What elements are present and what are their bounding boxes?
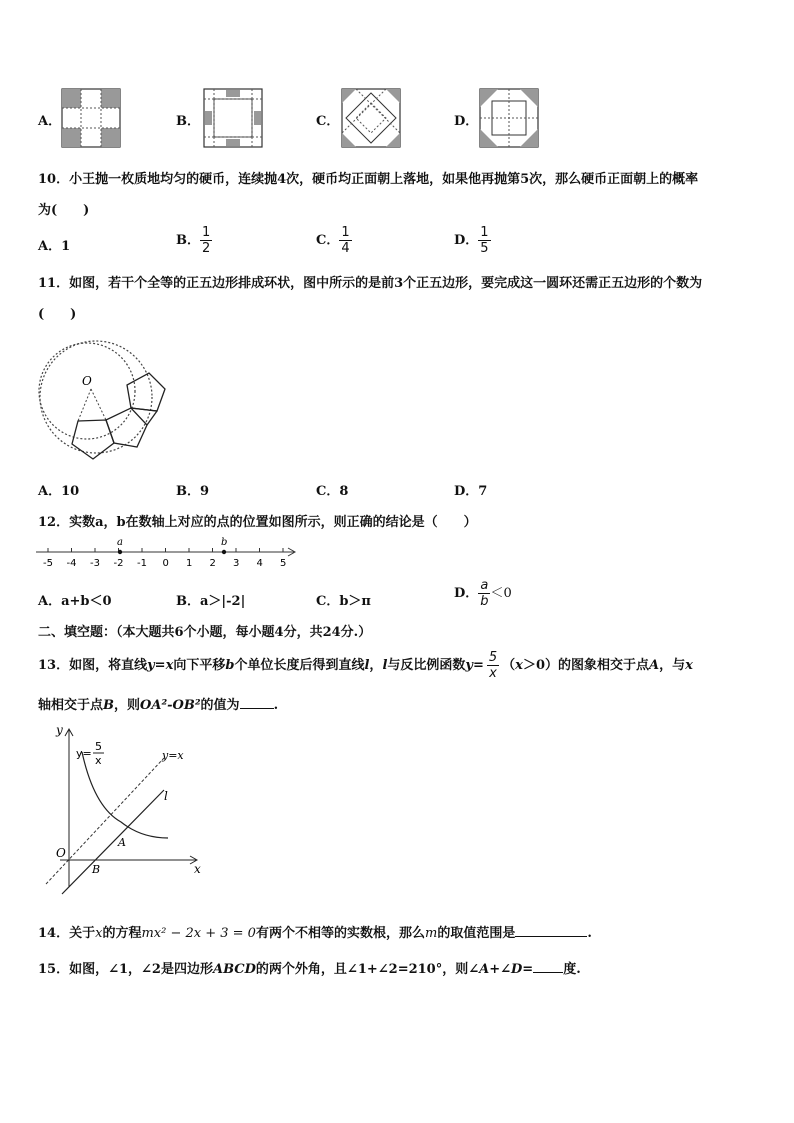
q15-text-segment: 度. [563,962,581,977]
q14-answer-blank[interactable] [515,936,587,937]
q10-option-c-fraction [339,225,351,256]
q13-curve-label-y: y= [76,747,92,760]
q13-x-axis-label: x [194,862,201,876]
q11-option-b: B．9 [176,484,210,499]
q14-text-segment: 有两个不相等的实数根，那么 [255,926,425,941]
q14-text-segment: 的方程 [102,926,142,941]
q12-number: 12． [38,515,70,530]
fraction-denominator: 5 [480,241,489,256]
q12-label-a: a [117,537,123,548]
q13-text-segment: x [515,658,523,673]
q14-text-segment: . [587,926,592,941]
fraction-denominator: 2 [202,241,211,256]
q13-text-segment: = [154,658,166,673]
q13-text-segment: 与反比例函数 [387,658,466,673]
q12-option-a: A．a+b＜0 [38,594,112,609]
q12-option-d-fraction [478,578,490,609]
q10-option-b-fraction [200,225,212,256]
q13-text-line2 [38,694,278,713]
q11-center-label-o: O [82,374,92,388]
fraction-numerator: 5 [488,650,498,665]
q12-tick-label: 5 [280,558,287,569]
fraction-numerator: 1 [341,225,350,240]
q12-point-b [222,550,226,554]
q12-tick-label: 3 [233,558,240,569]
q11-option-a: A．10 [38,484,80,499]
q15-answer-blank[interactable] [533,972,563,973]
q13-text-segment: ，与 [659,658,686,673]
q15-text-segment: +∠ [489,962,512,977]
q14-text-segment: 关于 [69,926,96,941]
q12-option-c: C．b＞π [316,594,371,609]
q13-curve-label-num: 5 [95,740,102,753]
q12-stem: 实数a，b在数轴上对应的点的位置如图所示，则正确的结论是（ ） [69,515,477,530]
q13-text-segment: A [648,658,660,673]
q13-line-l [62,790,164,894]
q13-answer-blank[interactable] [240,708,274,709]
q11-text-line2: ( ) [38,307,77,322]
q13-line-y-equals-x [46,758,164,884]
q9-figure-d [480,89,538,147]
q10-option-c-label: C． [316,233,340,248]
q13-text-segment: l [364,658,370,673]
q9-figure-c [342,89,400,147]
q9-option-d-label: D． [454,114,479,129]
q12-option-d-label: D． [454,586,479,601]
q13-text-segment: OA²-OB² [140,698,201,713]
q15-text-segment: 的两个外角，且∠1+∠2=210°，则∠ [255,962,480,977]
q11-pentagon-3 [127,373,165,411]
q13-text-segment: y [465,658,473,673]
q15-text-segment: 如图，∠1，∠2是四边形 [69,962,213,977]
q12-label-b: b [221,537,228,548]
q11-text-line1 [38,272,768,291]
q13-fraction [487,650,499,681]
q10-option-d-label: D． [454,233,479,248]
q10-option-a: A．1 [38,239,71,254]
q12-tick-label: -2 [113,558,124,569]
q11-dotted-circle [39,343,135,439]
fraction-denominator: b [480,594,489,609]
q15-text [38,958,581,977]
q10-text-line2: 为( ) [38,203,90,218]
q12-option-d-tail: ＜0 [490,586,512,601]
q15-text-segment: = [522,962,534,977]
q13-text-segment: . [273,698,279,713]
q14-text-segment: x [95,926,103,941]
q11-number: 11． [38,276,70,291]
q9-option-a-label: A． [38,114,62,129]
fraction-numerator: 1 [480,225,489,240]
q11-option-d: D．7 [454,484,488,499]
q11-option-c: C．8 [316,484,349,499]
q13-point-b-label: B [92,863,101,876]
q12-number-line [36,536,300,570]
q13-text-line1 [38,650,768,681]
q9-option-c-label: C． [316,114,340,129]
q10-number: 10． [38,172,70,187]
q13-text-segment: B [103,698,115,713]
q12-tick-label: 2 [209,558,216,569]
q10-text-line1 [38,168,768,187]
q11-pentagon-2 [106,408,147,447]
q13-text-segment: l [382,658,388,673]
q10-option-b-label: B． [176,233,200,248]
q15-text-segment: A [479,962,490,977]
q14-number: 14． [38,926,70,941]
q13-text-segment: 如图，将直线 [69,658,148,673]
q14-text-segment: m [424,926,438,941]
q12-tick-label: 1 [186,558,193,569]
q13-line-y-equals-x-label: y=x [162,749,184,762]
q9-figure-a [62,89,120,147]
q13-text-segment: 轴相交于点 [38,698,104,713]
q12-tick-label: -5 [43,558,53,569]
q9-option-b-label: B． [176,114,200,129]
q15-number: 15． [38,962,70,977]
q12-tick-label: -3 [90,558,100,569]
q13-text-segment: ＞0）的图象相交于点 [522,658,649,673]
q13-text-segment: = [472,658,484,673]
q13-text-segment: ， [369,658,383,673]
q12-option-d [454,578,512,609]
q11-pentagon-ring-figure [35,333,175,463]
q12-point-a [118,550,122,554]
q14-equation: mx² − 2x + 3 = 0 [141,926,256,941]
q13-text-segment: 的值为 [200,698,240,713]
q13-text-segment: x [685,658,693,673]
section-2-title: 二、填空题：（本大题共6个小题，每小题4分，共24分.） [38,625,372,640]
q13-text-segment: ，则 [114,698,141,713]
q13-y-axis-label: y [56,723,63,737]
q9-figure-b [204,89,262,147]
q15-text-segment: D [511,962,523,977]
q12-tick-label: -4 [66,558,77,569]
q15-text-segment: ABCD [212,962,256,977]
q13-graph [36,722,216,892]
q13-point-a-label: A [118,836,126,849]
q12-option-b: B．a＞|-2| [176,594,246,609]
q10-option-d [454,225,491,256]
q12-tick-label: -1 [137,558,147,569]
q10-option-b [176,225,212,256]
q12-tick-label: 0 [162,558,169,569]
fraction-numerator: 1 [202,225,211,240]
q13-text-segment: y [147,658,155,673]
q13-text-segment: x [165,658,174,673]
fraction-denominator: x [489,666,497,681]
q14-text-segment: 的取值范围是 [437,926,516,941]
fraction-denominator: 4 [341,241,350,256]
q13-text-segment: b [225,658,235,673]
q13-text-segment: （ [502,658,516,673]
q13-origin-label: O [56,846,66,860]
q13-curve-label-den: x [95,754,102,767]
q10-option-c [316,225,352,256]
q13-number: 13． [38,658,70,673]
q10-stem: 小王抛一枚质地均匀的硬币，连续抛4次，硬币均正面朝上落地，如果他再抛第5次，那么硬币正面朝上的概率 [69,172,699,187]
q12-text [38,511,477,530]
fraction-numerator: a [480,578,489,593]
q13-line-l-label: l [164,789,168,803]
q10-option-d-fraction [478,225,490,256]
q12-tick-label: 4 [256,558,263,569]
q13-text-segment: 个单位长度后得到直线 [234,658,365,673]
q14-text [38,922,592,941]
q11-stem: 如图，若干个全等的正五边形排成环状，图中所示的是前3个正五边形，要完成这一圆环还需正五边形的个数为 [69,276,703,291]
q13-text-segment: 向下平移 [173,658,226,673]
